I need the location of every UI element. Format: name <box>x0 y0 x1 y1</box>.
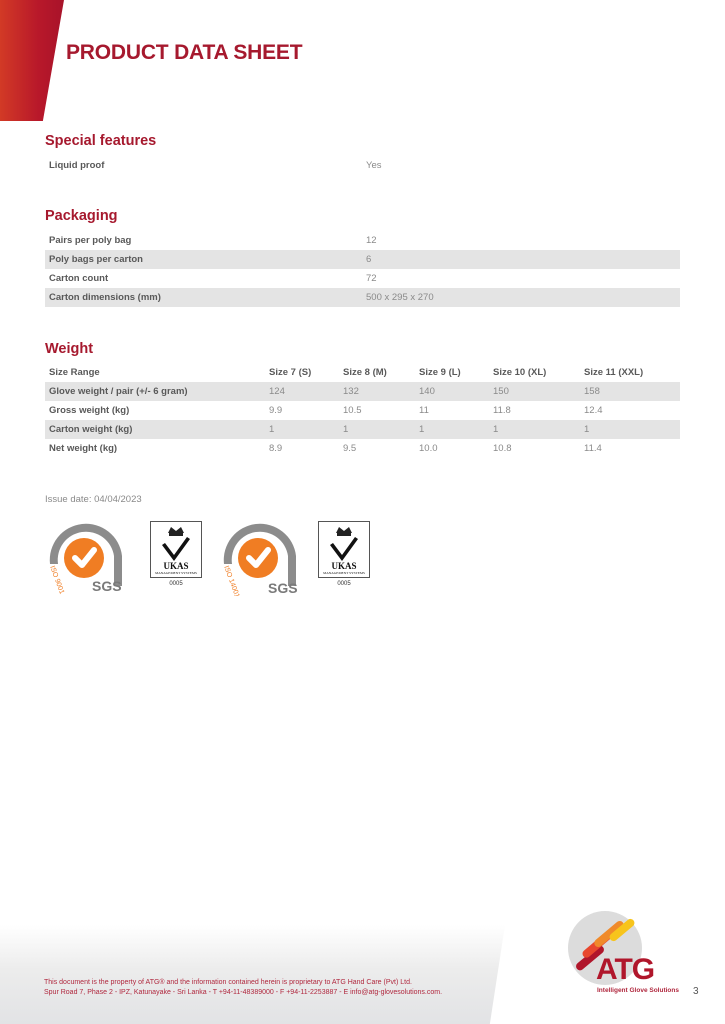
section-title-weight: Weight <box>45 341 94 357</box>
svg-text:0005: 0005 <box>169 581 183 587</box>
svg-text:SGS: SGS <box>268 580 298 596</box>
sgs-iso9001-icon <box>44 512 130 596</box>
cell-value: 10.5 <box>343 405 362 416</box>
page-number: 3 <box>693 986 699 997</box>
cell-value: 8.9 <box>269 443 283 454</box>
column-header: Size 7 (S) <box>269 367 312 378</box>
row-value: Yes <box>366 160 382 171</box>
cell-value: 11 <box>419 405 429 416</box>
cell-value: 12.4 <box>584 405 603 416</box>
svg-text:UKAS: UKAS <box>163 561 189 571</box>
cell-value: 124 <box>269 386 285 397</box>
footer-address: Spur Road 7, Phase 2 - IPZ, Katunayake - Sri Lanka - T +94-11-48389000 - F +94-11-2253887 - E info@atg-glovesolutions.com. <box>44 989 443 996</box>
sgs-iso14001-icon <box>218 512 304 596</box>
packaging-table <box>45 231 680 307</box>
weight-table <box>45 363 680 458</box>
table-row <box>45 231 680 250</box>
ukas-crown-check-icon <box>150 521 202 587</box>
column-header: Size 9 (L) <box>419 367 461 378</box>
sgs-iso14001-logo <box>218 512 304 596</box>
page-title: PRODUCT DATA SHEET <box>66 41 303 64</box>
column-header: Size Range <box>49 367 100 378</box>
row-label: Poly bags per carton <box>49 254 143 265</box>
cell-value: 1 <box>343 424 349 435</box>
footer-disclaimer: This document is the property of ATG® and the information contained herein is proprietary to ATG Hand Care (Pvt) Ltd. <box>44 979 412 986</box>
row-label: Glove weight / pair (+/- 6 gram) <box>49 386 188 397</box>
cell-value: 11.4 <box>584 443 602 454</box>
svg-text:ISO 9001: ISO 9001 <box>48 564 65 596</box>
svg-text:ISO 14001: ISO 14001 <box>222 564 241 596</box>
special-features-table <box>45 156 680 175</box>
svg-text:MANAGEMENT SYSTEMS: MANAGEMENT SYSTEMS <box>323 571 365 575</box>
row-label: Carton count <box>49 273 109 284</box>
svg-text:ATG: ATG <box>596 953 655 986</box>
header-accent-band <box>0 0 64 121</box>
table-row <box>45 288 680 307</box>
issue-date: Issue date: 04/04/2023 <box>45 494 142 505</box>
footer-background <box>0 925 505 1024</box>
cell-value: 9.5 <box>343 443 357 454</box>
logo-tagline: Intelligent Glove Solutions <box>597 987 679 994</box>
table-row <box>45 401 680 420</box>
row-label: Carton weight (kg) <box>49 424 133 435</box>
section-title-special-features: Special features <box>45 133 157 149</box>
svg-text:SGS: SGS <box>92 578 122 594</box>
sgs-iso9001-logo <box>44 512 130 596</box>
table-header-row <box>45 363 680 382</box>
ukas-logo <box>150 521 202 587</box>
table-row <box>45 439 680 458</box>
table-row <box>45 420 680 439</box>
cell-value: 10.8 <box>493 443 512 454</box>
table-row <box>45 269 680 288</box>
row-value: 500 x 295 x 270 <box>366 292 434 303</box>
row-value: 12 <box>366 235 377 246</box>
cell-value: 158 <box>584 386 600 397</box>
svg-text:MANAGEMENT SYSTEMS: MANAGEMENT SYSTEMS <box>155 571 197 575</box>
cell-value: 9.9 <box>269 405 283 416</box>
table-row <box>45 156 680 175</box>
row-label: Pairs per poly bag <box>49 235 132 246</box>
ukas-crown-check-icon <box>318 521 370 587</box>
svg-text:0005: 0005 <box>337 581 351 587</box>
table-row <box>45 382 680 401</box>
cell-value: 132 <box>343 386 359 397</box>
row-label: Net weight (kg) <box>49 443 118 454</box>
cell-value: 150 <box>493 386 509 397</box>
row-label: Carton dimensions (mm) <box>49 292 161 303</box>
row-label: Gross weight (kg) <box>49 405 130 416</box>
cell-value: 11.8 <box>493 405 511 416</box>
svg-text:UKAS: UKAS <box>331 561 357 571</box>
atg-logo-icon <box>563 910 693 990</box>
cell-value: 1 <box>269 424 275 435</box>
cell-value: 1 <box>493 424 499 435</box>
table-row <box>45 250 680 269</box>
section-title-packaging: Packaging <box>45 208 118 224</box>
column-header: Size 11 (XXL) <box>584 367 644 378</box>
cell-value: 10.0 <box>419 443 438 454</box>
row-label: Liquid proof <box>49 160 105 171</box>
cell-value: 140 <box>419 386 435 397</box>
row-value: 6 <box>366 254 372 265</box>
column-header: Size 8 (M) <box>343 367 387 378</box>
ukas-logo <box>318 521 370 587</box>
cell-value: 1 <box>419 424 425 435</box>
cell-value: 1 <box>584 424 590 435</box>
row-value: 72 <box>366 273 377 284</box>
column-header: Size 10 (XL) <box>493 367 547 378</box>
